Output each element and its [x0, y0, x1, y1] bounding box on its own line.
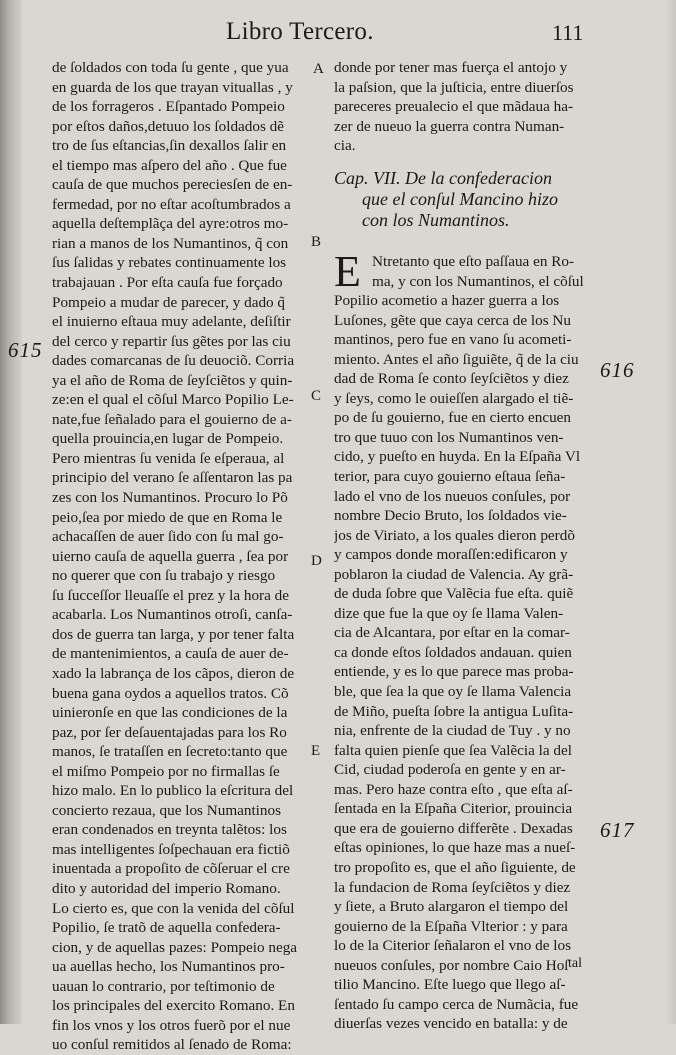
text-line: dito y autoridad del imperio Romano. [52, 879, 281, 897]
text-line: po de ſu gouierno, fue en cierto encuen [334, 409, 572, 427]
text-line: eſtas opiniones, lo que haze mas a nueſ- [334, 839, 576, 857]
text-line: uinieronſe en que las condiciones de la [52, 704, 288, 722]
chapter-title-line: con los Numantinos. [362, 210, 510, 230]
book-spine-shadow [0, 0, 22, 1024]
text-line: Lo cierto es, que con la venida del cõſul [52, 899, 295, 917]
text-line: fin los vnos y los otros fuerõ por el nue [52, 1016, 291, 1034]
text-line: no querer que con ſu trabajo y riesgo [52, 567, 276, 585]
text-line: dad de Roma ſe conto ſeyſciẽtos y diez [334, 370, 569, 388]
text-line: de Miño, pueſta ſobre la antigua Luſita- [334, 702, 574, 720]
section-marker-e: E [311, 743, 321, 759]
text-line: rian a manos de los Numantinos, q̃ con [52, 234, 289, 252]
text-line: cion, y de aquellas pazes: Pompeio nega [52, 938, 298, 956]
text-line: xado la labrança de los cãpos, dieron de [52, 664, 295, 682]
text-line: uierno cauſa de aquella guerra , ſea por [52, 547, 289, 565]
text-line: de ſoldados con toda ſu gente , que yua [52, 59, 289, 76]
text-line: gouierno de la Eſpaña Vlterior : y para [334, 917, 568, 935]
text-line: Pero mientras ſu venida ſe eſperaua, al [52, 449, 285, 467]
text-line: acabarla. Los Numantinos otroſi, canſa- [52, 606, 293, 624]
text-line: aquella deſtemplãça del ayre:otros mo- [52, 215, 289, 233]
text-line: pareceres preualecio el que mãdaua ha- [334, 98, 574, 116]
drop-cap: E [334, 247, 361, 296]
text-line: zes con los Numantinos. Procuro lo Põ [52, 489, 288, 507]
chapter-title-line: que el conſul Mancino hizo [362, 189, 558, 209]
text-line: el tiempo mas aſpero del año . Que fue [52, 156, 287, 174]
text-line: terior, para cuyo gouierno eſtaua ſeña- [334, 468, 566, 486]
section-marker-d: D [311, 553, 322, 569]
marginal-number-right: 616 [600, 358, 635, 382]
text-line: de los forrageros . Eſpantado Pompeio [52, 98, 285, 116]
text-line: inuentada a propoſito de cõſeruar el cre [52, 860, 290, 878]
text-line: buena gana oydos a aquellos tratos. Cõ [52, 684, 289, 702]
text-line: y ſeys, como le ouieſſen alargado el tiẽ- [334, 389, 574, 407]
text-line: lo de la Citerior ſeñalaron el vno de los [334, 937, 572, 955]
text-line: paz, por ſer deſauentajadas para los Ro [52, 723, 287, 741]
text-line: en guarda de los que trayan vituallas , y [52, 78, 293, 96]
text-line: diuerſas vezes vencido en batalla: y de [334, 1015, 568, 1033]
text-line: nia, enfrente de la ciudad de Tuy . y no [334, 722, 571, 740]
text-line: ſentado ſu campo cerca de Numãcia, fue [334, 995, 579, 1013]
text-line: ca donde eſtos ſoldados andauan. quien [334, 643, 572, 661]
text-line: donde por tener mas fuerça el antojo y [334, 59, 568, 76]
text-line: ma, y con los Numantinos, el cõſul [372, 272, 584, 290]
text-line: dades comarcanas de ſu deuociõ. Corria [52, 352, 295, 370]
text-line: concierto rezaua, que los Numantinos [52, 801, 281, 819]
text-line: nombre Decio Bruto, los ſoldados vie- [334, 507, 567, 525]
text-line: y campos donde moraſſen:edificaron y [334, 546, 568, 564]
text-line: Luſones, gẽte que caya cerca de los Nu [334, 311, 571, 329]
right-column-intro [334, 58, 592, 156]
text-line: la paſsion, que la juſticia, entre diuerſos [334, 78, 574, 96]
text-line: eran condenados en treynta talẽtos: los [52, 821, 287, 839]
text-line: lado el vno de los nueuos conſules, por [334, 487, 571, 505]
text-line: quella prouincia,en lugar de Pompeio. [52, 430, 284, 448]
text-line: hizo malo. En lo publico la eſcritura del [52, 782, 294, 800]
text-line: principio del verano ſe aſſentaron las pa [52, 469, 293, 487]
right-column-body [334, 247, 592, 1034]
text-line: del cerco y repartir ſus gẽtes por las ciu [52, 332, 291, 350]
text-line: los principales del exercito Romano. En [52, 997, 295, 1015]
text-line: el inuierno eſtaua muy adelante, deſiſtir [52, 313, 291, 331]
text-line: cia de Alcantara, por eſtar en la comar- [334, 624, 570, 642]
text-line: que era de gouierno differẽte . Dexadas [334, 819, 573, 837]
folio-number: 111 [552, 20, 584, 45]
text-line: jos de Viriato, a los quales dieron perdõ [334, 526, 575, 544]
text-line: por eſtos daños,detuuo los ſoldados dẽ [52, 117, 285, 135]
text-line: falta quien pienſe que ſea Valẽcia la del [334, 741, 572, 759]
section-marker-b: B [311, 234, 322, 250]
text-line: ua auellas hecho, los Numantinos pro- [52, 958, 285, 976]
text-line: de duda ſobre que Valẽcia fue eſta. quiẽ [334, 585, 574, 603]
marginal-number-right: 617 [600, 818, 635, 842]
text-line: ſu ſucceſſor lleuaſſe el prez y la hora de [52, 586, 289, 604]
text-line: mas. Pero haze contra eſto , que eſta aſ- [334, 780, 573, 798]
text-line: miento. Antes el año ſiguiẽte, q̃ de la ciu [334, 350, 579, 368]
text-line: poblaron la ciudad de Valencia. Ay grã- [334, 565, 574, 583]
text-line: ze:en el qual el cõſul Marco Popilio Le- [52, 391, 294, 409]
text-line: ſentada en la Eſpaña Citerior, prouincia [334, 800, 573, 818]
text-line: uauan lo contrario, por teſtimonio de [52, 977, 275, 995]
text-line: peio,ſea por miedo de que en Roma le [52, 508, 283, 526]
text-line: ya el año de Roma de ſeyſciẽtos y quin- [52, 371, 293, 389]
text-line: fermedad, por no eſtar acoſtumbrados a [52, 195, 291, 213]
chapter-title [334, 168, 592, 231]
text-line: tilio Mancino. Eſte luego que llego aſ- [334, 976, 566, 994]
text-line: Cid, ciudad poderoſa en gente y en ar- [334, 761, 566, 779]
text-line: tro propoſito es, que el año ſiguiente, de [334, 858, 576, 876]
text-line: el miſmo Pompeio por no firmallas ſe [52, 762, 280, 780]
text-line: Popilio, ſe tratõ de aquella confedera- [52, 919, 281, 937]
marginal-number-left: 615 [8, 338, 43, 362]
text-line: ble, que ſea la que oy ſe llama Valencia [334, 683, 572, 701]
text-line: nate,fue ſeñalado para el gouierno de a- [52, 410, 292, 428]
text-line: cia. [334, 137, 356, 155]
text-line: trabajauan . Por eſta cauſa fue forçado [52, 274, 283, 292]
text-line: mantinos, pero fue en vano ſu acometi- [334, 331, 572, 349]
text-line: Popilio acometio a hazer guerra a los [334, 292, 560, 310]
text-line: manos, ſe trataſſen en ſecreto:tanto que [52, 743, 288, 761]
page-edge [666, 0, 676, 1024]
text-line: cido, y pueſto en huyda. En la Eſpaña Vl [334, 448, 581, 466]
text-line: Pompeio a mudar de parecer, y dado q̃ [52, 293, 286, 311]
text-line: cauſa de que muchos pereciesſen de en- [52, 176, 293, 194]
text-line: uo conſul remitidos al ſenado de Roma: [52, 1036, 292, 1054]
text-line: de mantenimientos, a cauſa de auer de- [52, 645, 289, 663]
text-line: mas intelligentes ſoſpechauan era fictiõ [52, 840, 290, 858]
text-line: tro que tuuo con los Numantinos ven- [334, 428, 564, 446]
chapter-title-line: Cap. VII. De la confederacion [334, 168, 552, 188]
text-line: y ſiete, a Bruto alargaron el tiempo del [334, 898, 569, 916]
text-line: tro de ſus eſtancias,ſin dexallos ſalir en [52, 137, 287, 155]
section-marker-c: C [311, 388, 322, 404]
running-header: Libro Tercero. [226, 18, 374, 45]
text-line: dize que fue la que oy ſe llama Valen- [334, 604, 564, 622]
text-line: la fundacion de Roma ſeyſciẽtos y diez [334, 878, 571, 896]
text-line: ſus ſalidas y rebates continuamente los [52, 254, 287, 272]
catchword: tal [568, 956, 582, 971]
text-line: nueuos conſules, por nombre Caio Hoſ [334, 956, 569, 974]
section-marker-a: A [313, 61, 324, 77]
text-line: dos de guerra tan larga, y por tener falta [52, 625, 295, 643]
text-line: zer de nueuo la guerra contra Numan- [334, 117, 565, 135]
text-line: achacaſſen de auer ſido con ſu mal go- [52, 528, 284, 546]
left-column [52, 58, 309, 1055]
text-line: Ntretanto que eſto paſſaua en Ro- [372, 253, 575, 270]
text-line: entiende, y es lo que parece mas proba- [334, 663, 574, 681]
